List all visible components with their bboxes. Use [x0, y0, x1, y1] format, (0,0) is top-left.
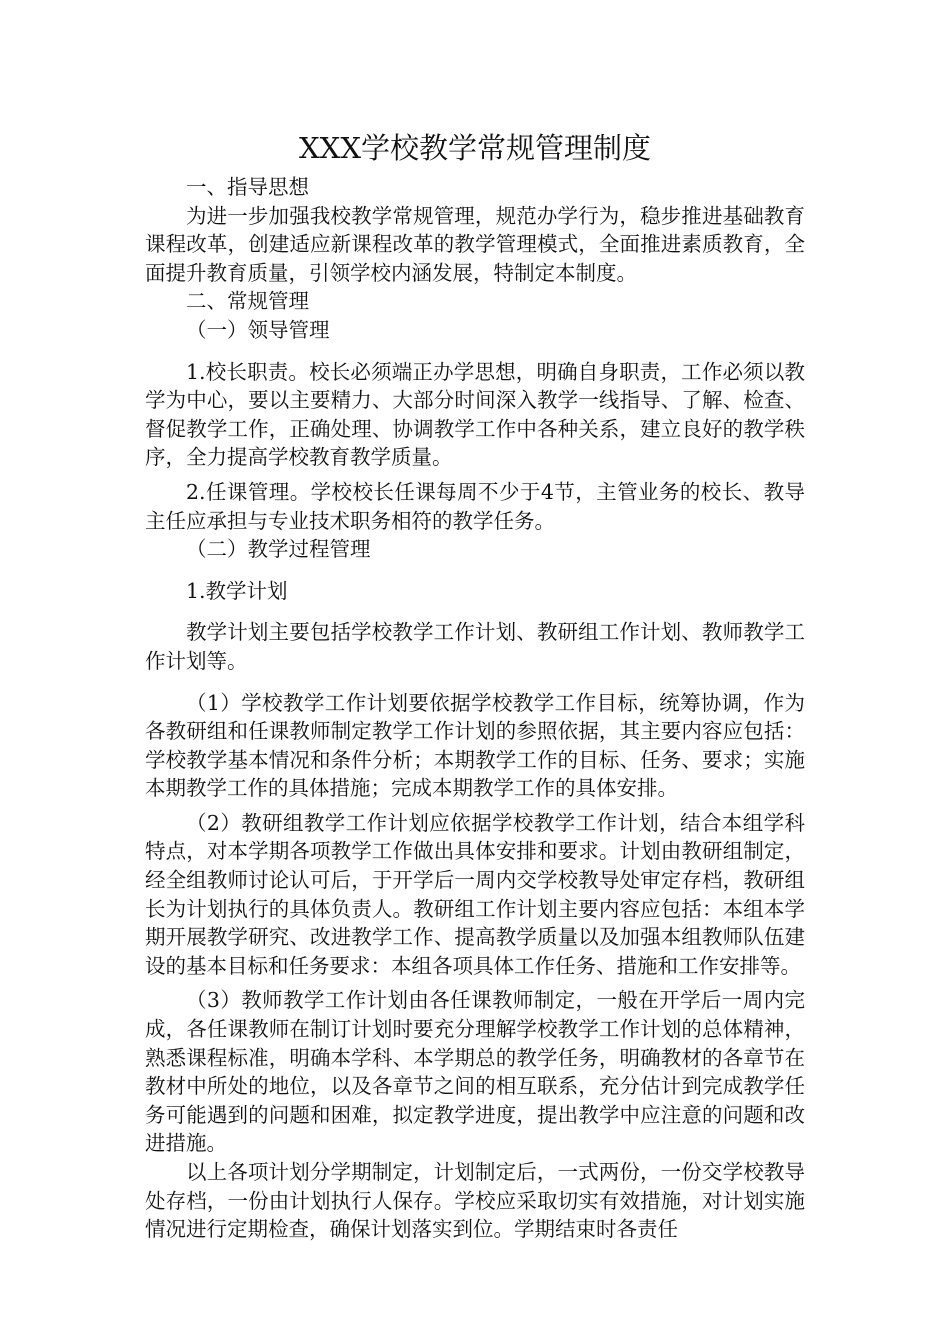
paragraph-plan-archiving: 以上各项计划分学期制定，计划制定后，一式两份，一份交学校教导处存档，一份由计划执行人保存。学校应采取切实有效措施，对计划实施情况进行定期检查，确保计划落实到位。学期结束时各责任: [145, 1160, 805, 1242]
subsection-heading-teaching-process: （二）教学过程管理: [186, 537, 371, 562]
section-heading-routine-management: 二、常规管理: [186, 289, 309, 314]
section-heading-guiding-thought: 一、指导思想: [186, 175, 309, 199]
paragraph-teacher-plan: （3）教师教学工作计划由各任课教师制定，一般在开学后一周内完成，各任课教师在制订计划时要充分理解学校教学工作计划的总体精神，熟悉课程标准，明确本学科、本学期总的教学任务，明确教材的各章节在教材中所处的地位，以及各章节之间的相互联系，充分估计到完成教学任务可能遇到的问题和困难，拟定教学进度，提出教学中应注意的问题和改进措施。: [145, 988, 805, 1156]
paragraph-group-plan: （2）教研组教学工作计划应依据学校教学工作计划，结合本组学科特点，对本学期各项教学工作做出具体安排和要求。计划由教研组制定，经全组教师讨论认可后，于开学后一周内交学校教导处审定存档，教研组长为计划执行的具体负责人。教研组工作计划主要内容应包括：本组本学期开展教学研究、改进教学工作、提高教学质量以及加强本组教师队伍建设的基本目标和任务要求：本组各项具体工作任务、措施和工作安排等。: [145, 810, 805, 978]
item-heading-teaching-plan: 1.教学计划: [186, 578, 288, 603]
document-body: [145, 173, 805, 1244]
paragraph-school-plan: （1）学校教学工作计划要依据学校教学工作目标，统筹协调，作为各教研组和任课教师制定教学工作计划的参照依据，其主要内容应包括：学校教学基本情况和条件分析；本期教学工作的目标、任务、要求；实施本期教学工作的具体措施；完成本期教学工作的具体安排。: [145, 690, 805, 801]
paragraph-purpose: 为进一步加强我校教学常规管理，规范办学行为，稳步推进基础教育课程改革，创建适应新课程改革的教学管理模式，全面推进素质教育，全面提升教育质量，引领学校内涵发展，特制定本制度。: [145, 203, 805, 285]
paragraph-teaching-assignment: 2.任课管理。学校校长任课每周不少于4节，主管业务的校长、教导主任应承担与专业技术职务相符的教学任务。: [145, 479, 805, 533]
paragraph-plan-overview: 教学计划主要包括学校教学工作计划、教研组工作计划、教师教学工作计划等。: [145, 620, 805, 673]
document-title: XXX学校教学常规管理制度: [299, 131, 651, 165]
subsection-heading-leadership: （一）领导管理: [186, 317, 330, 342]
paragraph-principal-duties: 1.校长职责。校长必须端正办学思想，明确自身职责，工作必须以教学为中心，要以主要精力、大部分时间深入教学一线指导、了解、检查、督促教学工作，正确处理、协调教学工作中各种关系，建立良好的教学秩序，全力提高学校教育教学质量。: [145, 359, 805, 470]
